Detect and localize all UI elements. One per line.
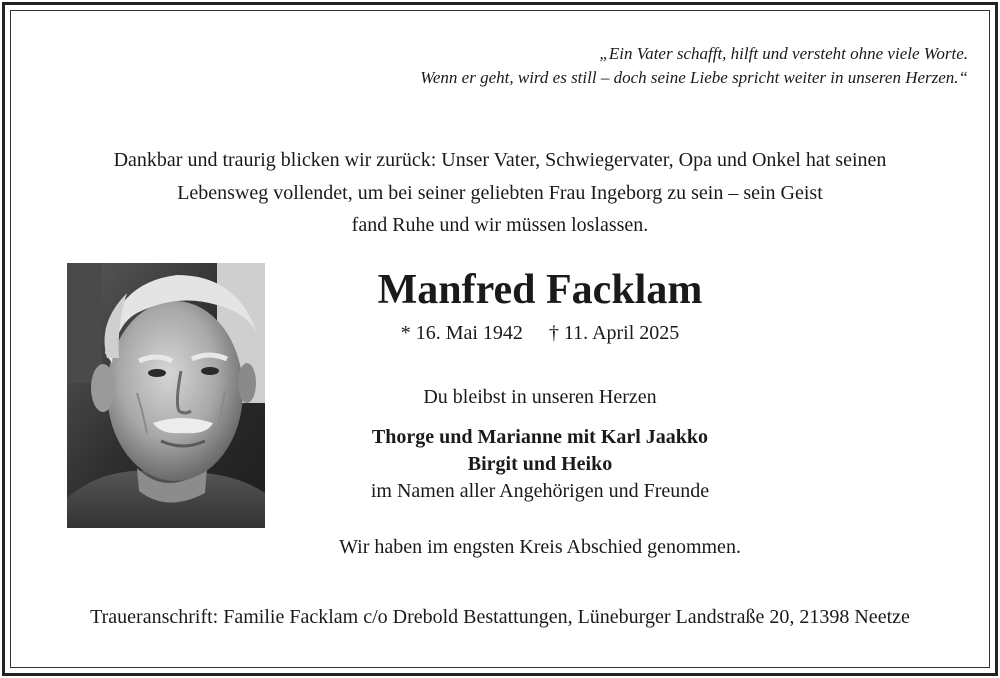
- remembrance-line: Du bleibst in unseren Herzen: [423, 386, 657, 408]
- birth-date: * 16. Mai 1942: [400, 322, 523, 344]
- family-line-3: im Namen aller Angehörigen und Freunde: [370, 480, 710, 502]
- life-dates: [290, 319, 790, 347]
- intro-line-1: Dankbar und traurig blicken wir zurück: Unser Vater, Schwiegervater, Opa und Onkel hat seinen: [113, 149, 887, 171]
- quote-line-2: Wenn er geht, wird es still – doch seine Liebe spricht weiter in unseren Herzen.“: [420, 68, 968, 87]
- family-line-1: Thorge und Marianne mit Karl Jaakko: [371, 426, 709, 448]
- portrait-photo: [67, 263, 265, 528]
- intro-line-3: fand Ruhe und wir müssen loslassen.: [351, 214, 649, 236]
- quote-line-1: „Ein Vater schafft, hilft und versteht ohne viele Worte.: [599, 44, 968, 63]
- death-date: † 11. April 2025: [548, 322, 680, 344]
- family-signatures: [290, 424, 790, 505]
- intro-text: [0, 144, 1000, 242]
- memorial-quote: [420, 42, 968, 90]
- mourning-address: Traueranschrift: Familie Facklam c/o Drebold Bestattungen, Lüneburger Landstraße 20, 21398 Neetze: [90, 606, 910, 628]
- intro-line-2: Lebensweg vollendet, um bei seiner geliebten Frau Ingeborg zu sein – sein Geist: [177, 181, 823, 204]
- deceased-name: Manfred Facklam: [377, 267, 703, 313]
- farewell-note: Wir haben im engsten Kreis Abschied genommen.: [339, 536, 741, 558]
- family-line-2: Birgit und Heiko: [467, 453, 613, 475]
